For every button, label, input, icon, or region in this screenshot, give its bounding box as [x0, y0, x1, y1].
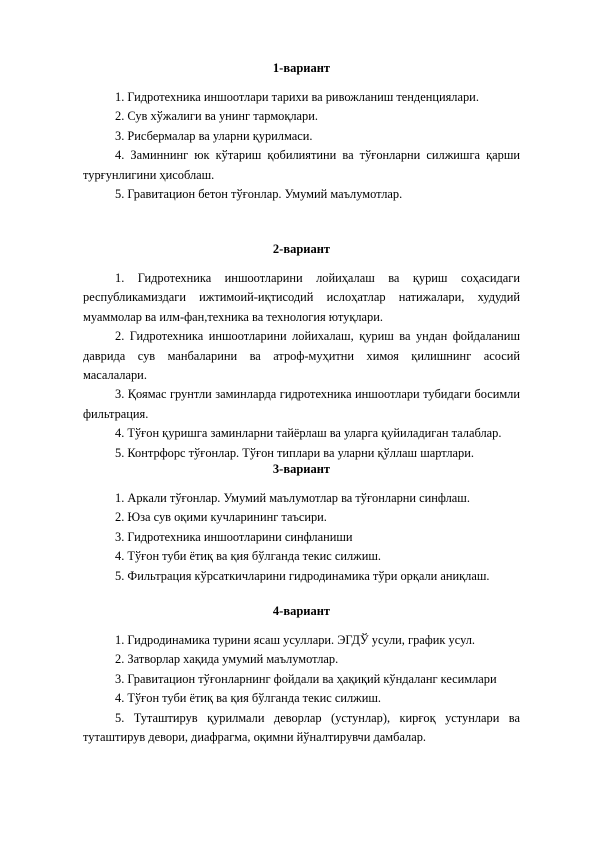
item-text: Гидродинамика турини ясаш усуллари. ЭГДЎ усули, график усул.	[127, 633, 476, 647]
item-number: 5.	[115, 445, 125, 460]
variant-2-section	[83, 241, 520, 463]
item-text: Фильтрация кўрсаткичларини гидродинамика тўри орқали аниқлаш.	[127, 568, 490, 583]
list-item	[83, 650, 520, 669]
item-number: 3.	[115, 128, 125, 143]
item-text: Сув хўжалиги ва унинг тармоқлари.	[127, 109, 318, 124]
item-text: Заминнинг юк кўтариш қобилиятини ва тўғонларни силжишга қарши турғунлигини ҳисоблаш.	[83, 148, 520, 182]
list-item	[83, 567, 520, 586]
list-item	[83, 385, 520, 424]
item-number: 4.	[115, 549, 125, 564]
list-item	[83, 88, 520, 107]
item-text: Аркали тўғонлар. Умумий маълумотлар ва тўғонларни синфлаш.	[127, 491, 470, 505]
variant-2-list	[83, 269, 520, 463]
item-number: 4.	[115, 148, 125, 163]
variant-3-title: 3-вариант	[272, 462, 331, 476]
item-text: Гидротехника иншоотлари тарихи ва ривожланиш тенденциялари.	[127, 90, 479, 104]
item-text: Гравитацион тўғонларнинг фойдали ва ҳақиқий кўндаланг кесимлари	[127, 671, 497, 686]
item-number: 5.	[115, 187, 125, 202]
list-item	[83, 327, 520, 385]
list-item	[83, 424, 520, 443]
item-number: 4.	[115, 426, 125, 441]
variant-3-section	[83, 461, 520, 586]
list-item	[83, 269, 520, 327]
item-number: 3.	[115, 671, 125, 686]
list-item	[83, 127, 520, 146]
item-text: Тўғон туби ётиқ ва қия бўлганда текис силжиш.	[127, 691, 381, 706]
list-item	[83, 670, 520, 689]
item-number: 1.	[115, 491, 125, 505]
list-item	[83, 489, 520, 508]
item-number: 3.	[115, 529, 125, 544]
list-item	[83, 709, 520, 748]
item-number: 3.	[115, 387, 125, 402]
list-item	[83, 547, 520, 566]
variant-4-section	[83, 603, 520, 747]
list-item	[83, 689, 520, 708]
item-number: 5.	[115, 568, 125, 583]
item-number: 2.	[115, 510, 125, 525]
list-item	[83, 146, 520, 185]
item-text: Затворлар хақида умумий маълумотлар.	[127, 652, 339, 667]
item-text: Гидротехника иншоотларини синфланиши	[127, 529, 353, 544]
item-text: Қоямас грунтли заминларда гидротехника иншоотлари тубидаги босимли фильтрация.	[83, 387, 520, 421]
item-number: 4.	[115, 691, 125, 706]
variant-1-section	[83, 60, 520, 204]
item-text: Юза сув оқими кучларининг таъсири.	[127, 510, 327, 525]
item-number: 1.	[115, 90, 125, 104]
item-number: 1.	[115, 633, 125, 647]
list-item	[83, 508, 520, 527]
item-number: 5.	[115, 710, 125, 725]
item-number: 2.	[115, 109, 125, 124]
item-number: 2.	[115, 329, 125, 344]
item-text: Тўғон қуришга заминларни тайёрлаш ва уларга қуйиладиган талаблар.	[127, 426, 502, 441]
variant-4-title: 4-вариант	[272, 604, 331, 618]
item-text: Контрфорс тўғонлар. Тўғон типлари ва уларни қўллаш шартлари.	[127, 445, 474, 460]
list-item	[83, 631, 520, 650]
item-text: Гравитацион бетон тўғонлар. Умумий маълумотлар.	[127, 187, 403, 202]
variant-1-title: 1-вариант	[272, 61, 331, 75]
item-text: Гидротехника иншоотларини лойиҳалаш ва қуриш соҳасидаги республикамиздаги ижтимоий-иқтисодий ислоҳатлар натижалари, худудий муаммолар ва илм-фан,техника ва технология ютуқлари.	[83, 271, 520, 324]
list-item	[83, 107, 520, 126]
list-item	[83, 185, 520, 204]
item-text: Туташтирув қурилмали деворлар (устунлар), кирғоқ устунлари ва туташтирув девори, диафрагма, оқимни йўналтирувчи дамбалар.	[83, 710, 520, 745]
list-item	[83, 528, 520, 547]
item-text: Рисбермалар ва уларни қурилмаси.	[127, 128, 313, 143]
item-number: 2.	[115, 652, 125, 667]
variant-4-list	[83, 631, 520, 747]
variant-2-title: 2-вариант	[272, 242, 331, 256]
item-text: Гидротехника иншоотларини лойихалаш, қуриш ва ундан фойдаланиш даврида сув манбаларини ва атроф-муҳитни химоя қилишнинг асосий масалалари.	[83, 329, 520, 383]
variant-1-list	[83, 88, 520, 204]
item-number: 1.	[115, 271, 125, 285]
item-text: Тўғон туби ётиқ ва қия бўлганда текис силжиш.	[127, 549, 381, 564]
variant-3-list	[83, 489, 520, 586]
